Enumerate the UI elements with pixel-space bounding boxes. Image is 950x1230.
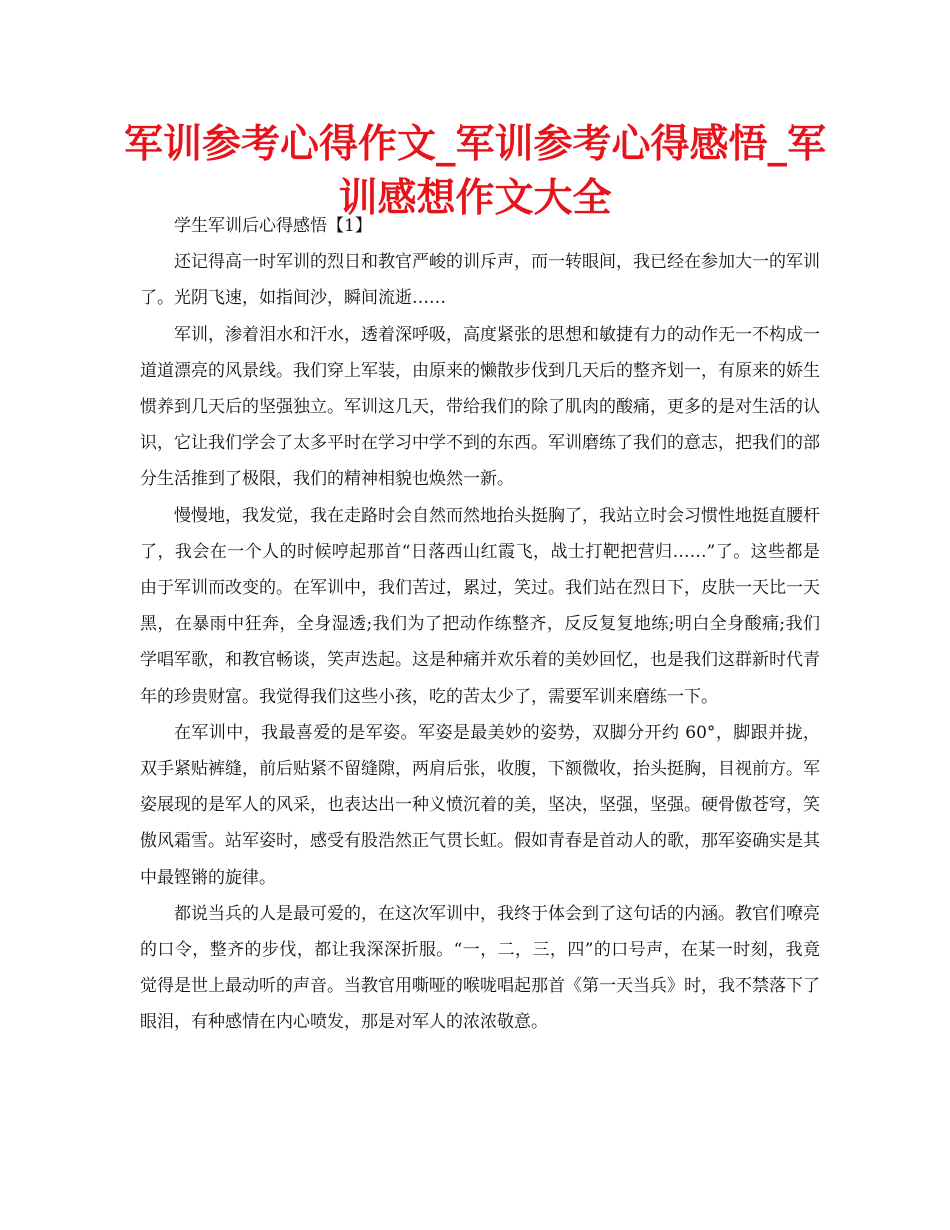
paragraph: 军训，渗着泪水和汗水，透着深呼吸，高度紧张的思想和敏捷有力的动作无一不构成一道道漂亮的风景线。我们穿上军装，由原来的懒散步伐到几天后的整齐划一，有原来的娇生惯养到几天后的坚强独立。军训这几天，带给我们的除了肌肉的酸痛，更多的是对生活的认识，它让我们学会了太多平时在学习中学不到的东西。军训磨练了我们的意志，把我们的部分生活推到了极限，我们的精神相貌也焕然一新。 [140, 324, 820, 490]
section-heading: 学生军训后心得感悟【1】 [174, 216, 372, 236]
document-title: 军训参考心得作文_军训参考心得感悟_军训感想作文大全 [123, 122, 826, 221]
paragraph: 在军训中，我最喜爱的是军姿。军姿是最美妙的姿势，双脚分开约 60°，脚跟并拢，双手紧贴裤缝，前后贴紧不留缝隙，两肩后张，收腹，下额微收，抬头挺胸，目视前方。军姿展现的是军人的风采，也表达出一种义愤沉着的美，坚决，坚强，坚强。硬骨傲苍穹，笑傲风霜雪。站军姿时，感受有股浩然正气贯长虹。假如青春是首动人的歌，那军姿确实是其中最铿锵的旋律。 [140, 722, 820, 888]
document-body [140, 208, 820, 1041]
paragraph: 还记得高一时军训的烈日和教官严峻的训斥声，而一转眼间，我已经在参加大一的军训了。光阴飞速，如指间沙，瞬间流逝…… [140, 252, 820, 309]
paragraph: 慢慢地，我发觉，我在走路时会自然而然地抬头挺胸了，我站立时会习惯性地挺直腰杆了，我会在一个人的时候哼起那首“日落西山红霞飞，战士打靶把营归……”了。这些都是由于军训而改变的。在军训中，我们苦过，累过，笑过。我们站在烈日下，皮肤一天比一天黑，在暴雨中狂奔，全身湿透;我们为了把动作练整齐，反反复复地练;明白全身酸痛;我们学唱军歌，和教官畅谈，笑声迭起。这是种痛并欢乐着的美妙回忆，也是我们这群新时代青年的珍贵财富。我觉得我们这些小孩，吃的苦太少了，需要军训来磨练一下。 [140, 505, 820, 707]
paragraph: 都说当兵的人是最可爱的，在这次军训中，我终于体会到了这句话的内涵。教官们嘹亮的口令，整齐的步伐，都让我深深折服。“一，二，三，四”的口号声，在某一时刻，我竟觉得是世上最动听的声音。当教官用嘶哑的喉咙唱起那首《第一天当兵》时，我不禁落下了眼泪，有种感情在内心喷发，那是对军人的浓浓敬意。 [140, 903, 820, 1033]
